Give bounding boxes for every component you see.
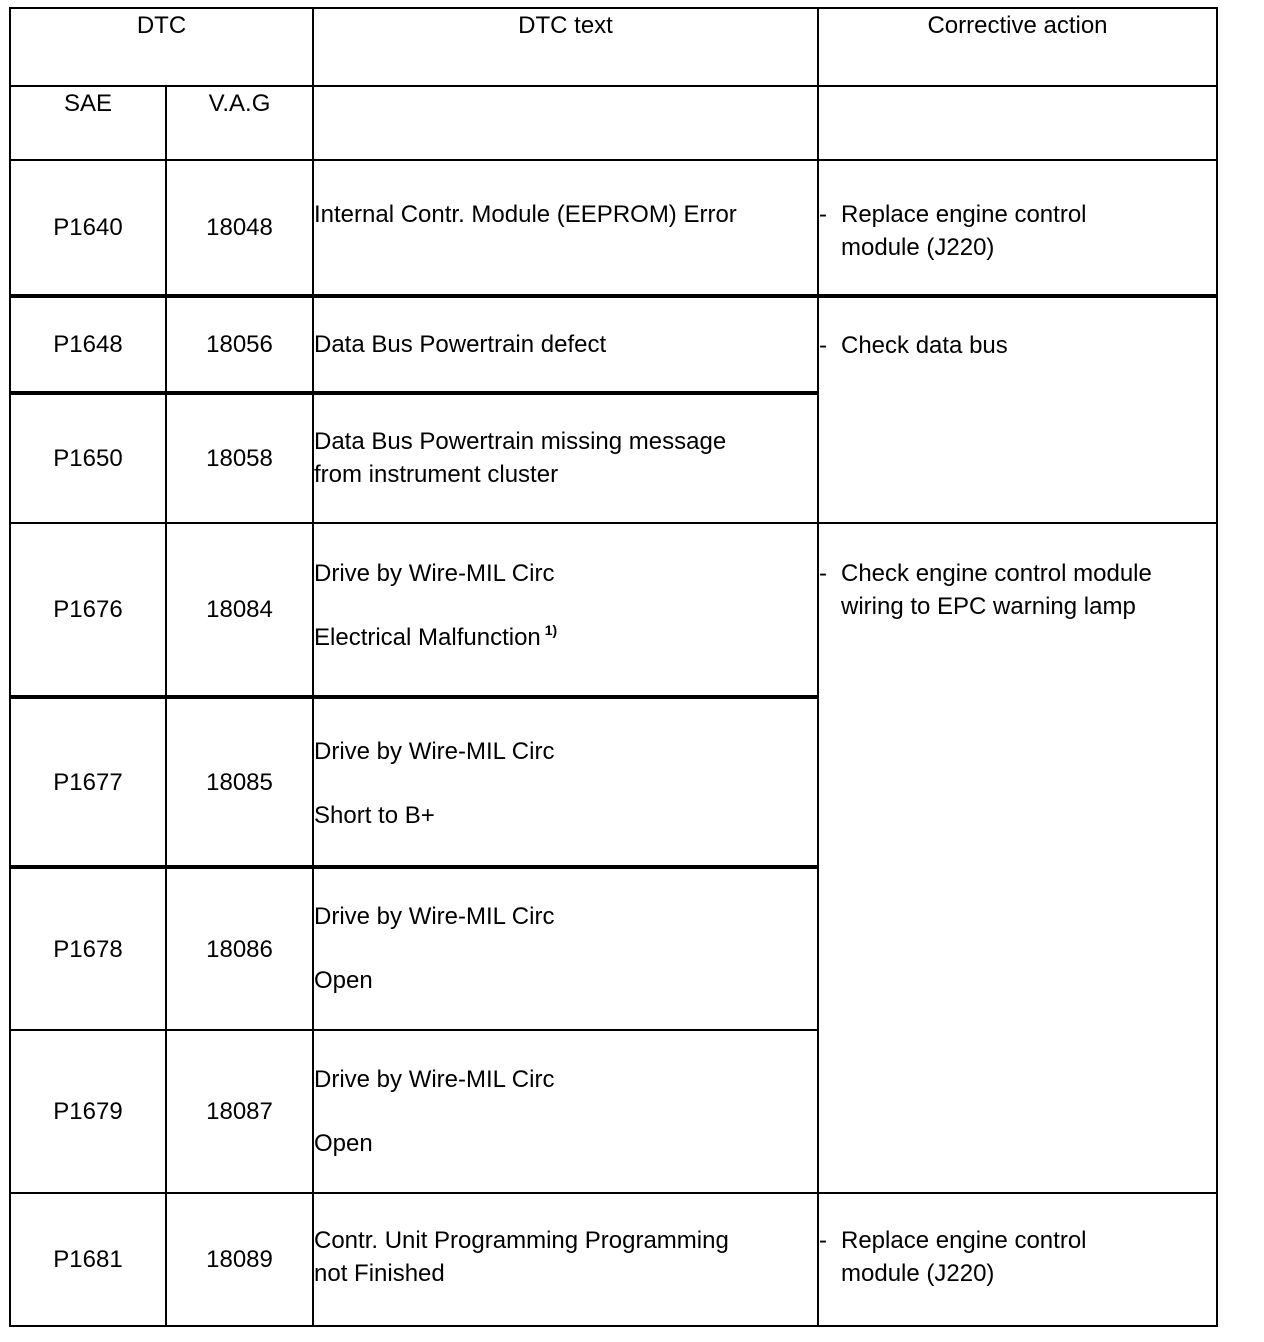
- action-text: [841, 329, 1008, 362]
- table-row: [10, 296, 1217, 393]
- corrective-action-cell: [818, 523, 1217, 1193]
- action-dash: -: [819, 560, 827, 587]
- action-text: [841, 557, 1152, 623]
- header-dtc: DTC: [10, 8, 313, 86]
- sae-code: P1648: [10, 296, 166, 393]
- vag-code: 18058: [166, 393, 313, 523]
- action-line: Replace engine control: [841, 1227, 1087, 1254]
- action-item: [819, 557, 1216, 623]
- dtc-text-line: from instrument cluster: [314, 461, 559, 488]
- vag-code: 18087: [166, 1030, 313, 1193]
- dtc-text-line: Drive by Wire-MIL Circ: [314, 560, 555, 587]
- action-dash: -: [819, 1227, 827, 1254]
- corrective-action-cell: [818, 160, 1217, 296]
- action-text: [841, 198, 1087, 264]
- sae-code: P1640: [10, 160, 166, 296]
- action-item: [819, 329, 1216, 362]
- header-sae: SAE: [10, 86, 166, 160]
- dtc-text-line: Drive by Wire-MIL Circ: [314, 1066, 555, 1093]
- vag-code: 18086: [166, 867, 313, 1030]
- dtc-text-cell: [313, 1030, 818, 1193]
- dtc-text-line: Drive by Wire-MIL Circ: [314, 903, 555, 930]
- dtc-text-cell: [313, 393, 818, 523]
- vag-code: 18085: [166, 697, 313, 867]
- dtc-text-cell: [313, 867, 818, 1030]
- action-line: Check engine control module: [841, 560, 1152, 587]
- action-line: module (J220): [841, 1260, 995, 1287]
- action-item: [819, 1224, 1216, 1290]
- action-dash: -: [819, 201, 827, 228]
- dtc-text-line: Data Bus Powertrain missing message: [314, 428, 727, 455]
- action-line: module (J220): [841, 234, 995, 261]
- dtc-text-cell: [313, 523, 818, 697]
- dtc-text-line: Open: [314, 967, 373, 994]
- vag-code: 18089: [166, 1193, 313, 1326]
- dtc-text-cell: [313, 296, 818, 393]
- header-dtc-text: DTC text: [313, 8, 818, 86]
- vag-code: 18056: [166, 296, 313, 393]
- table-row: [10, 523, 1217, 697]
- subheader-empty-text: [313, 86, 818, 160]
- header-corrective-action: Corrective action: [818, 8, 1217, 86]
- table-row: [10, 160, 1217, 296]
- sae-code: P1679: [10, 1030, 166, 1193]
- dtc-text-cell: [313, 1193, 818, 1326]
- action-line: Check data bus: [841, 332, 1008, 359]
- dtc-text-line: Data Bus Powertrain defect: [314, 331, 607, 358]
- sae-code: P1681: [10, 1193, 166, 1326]
- dtc-table: [9, 7, 1218, 1327]
- vag-code: 18048: [166, 160, 313, 296]
- header-vag: V.A.G: [166, 86, 313, 160]
- dtc-text-line: Open: [314, 1130, 373, 1157]
- action-dash: -: [819, 332, 827, 359]
- dtc-text-line: Internal Contr. Module (EEPROM) Error: [314, 201, 737, 228]
- dtc-text-line: Short to B+: [314, 802, 435, 829]
- subheader-row: [10, 86, 1217, 160]
- action-item: [819, 198, 1216, 264]
- subheader-empty-action: [818, 86, 1217, 160]
- dtc-text-line: [314, 621, 817, 654]
- header-row: [10, 8, 1217, 86]
- corrective-action-cell: [818, 296, 1217, 523]
- action-text: [841, 1224, 1087, 1290]
- action-line: wiring to EPC warning lamp: [841, 593, 1136, 620]
- dtc-text-line: Drive by Wire-MIL Circ: [314, 738, 555, 765]
- table-row: [10, 1193, 1217, 1326]
- dtc-text-line-value: Electrical Malfunction: [314, 624, 541, 651]
- dtc-text-cell: [313, 697, 818, 867]
- sae-code: P1677: [10, 697, 166, 867]
- corrective-action-cell: [818, 1193, 1217, 1326]
- dtc-text-cell: [313, 160, 818, 296]
- sae-code: P1676: [10, 523, 166, 697]
- dtc-text-line: not Finished: [314, 1260, 445, 1287]
- action-line: Replace engine control: [841, 201, 1087, 228]
- sae-code: P1650: [10, 393, 166, 523]
- dtc-text-line: Contr. Unit Programming Programming: [314, 1227, 729, 1254]
- sae-code: P1678: [10, 867, 166, 1030]
- footnote-marker: 1): [544, 622, 558, 638]
- vag-code: 18084: [166, 523, 313, 697]
